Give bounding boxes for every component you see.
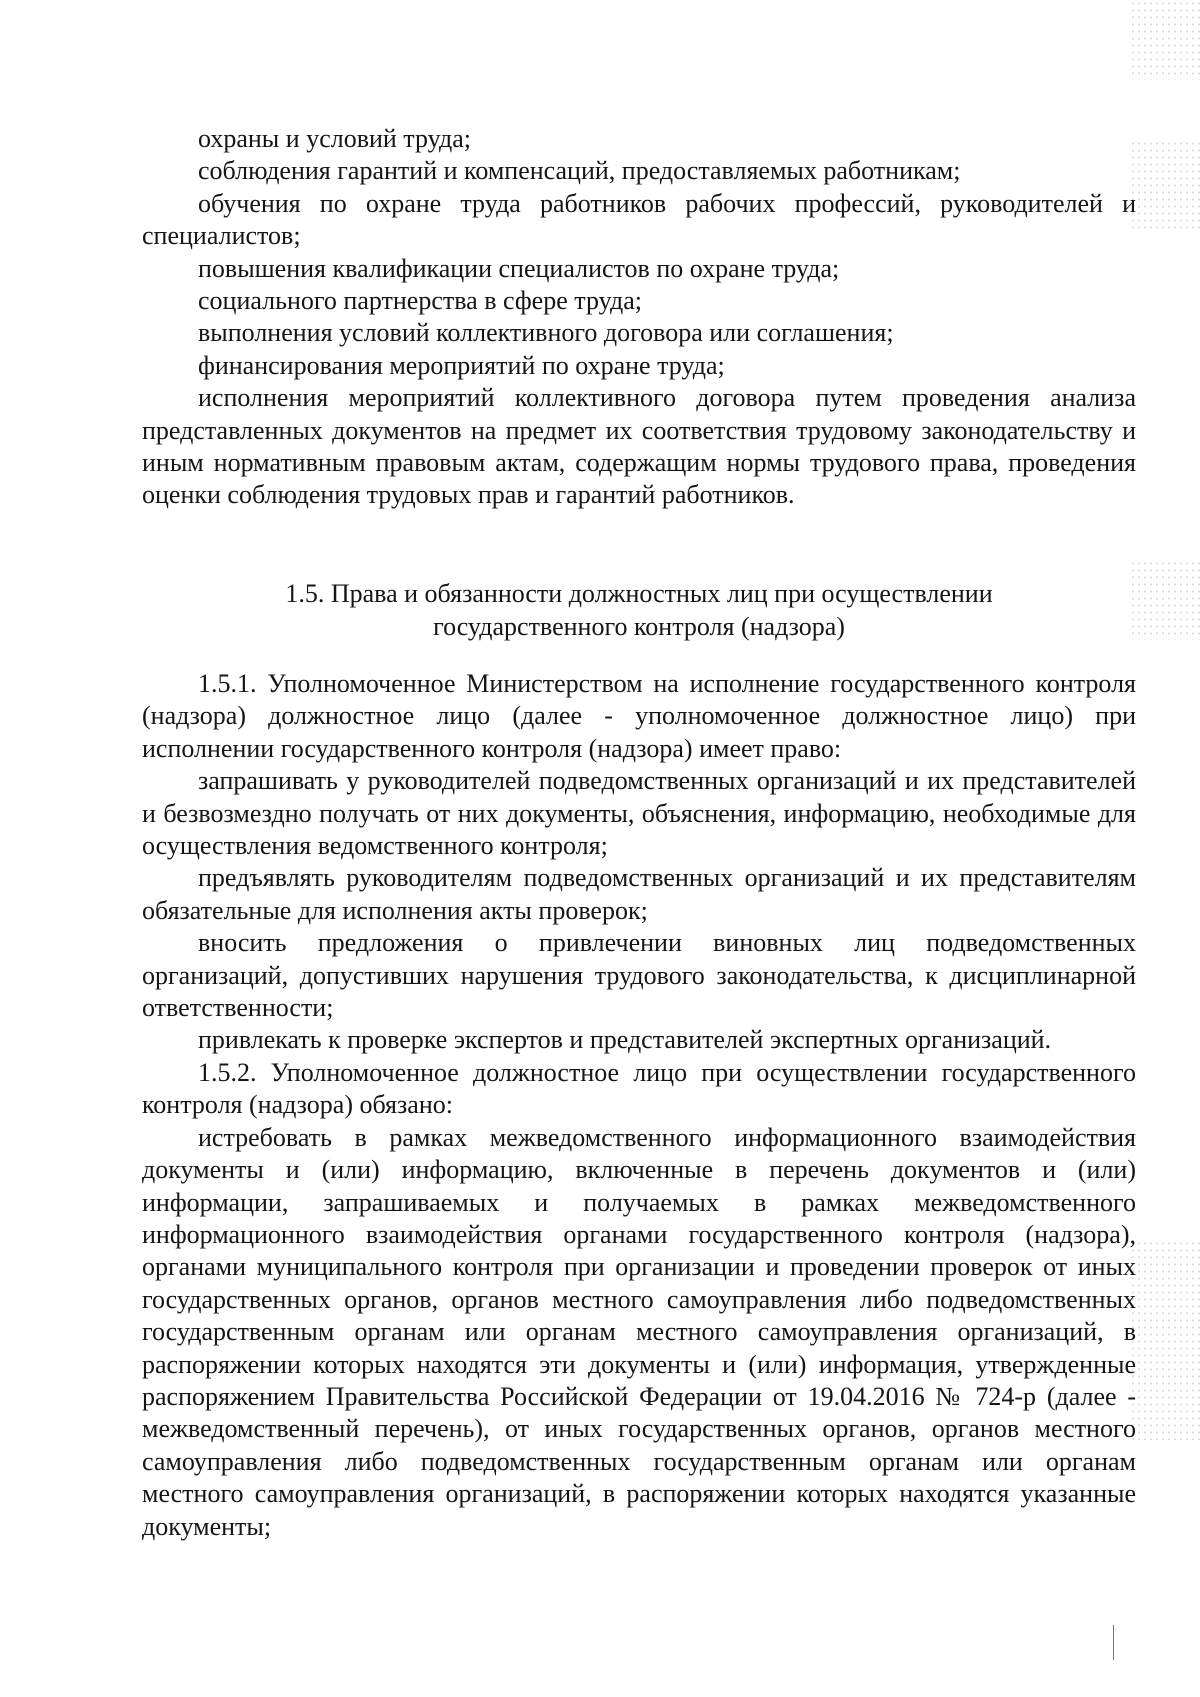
paragraph: выполнения условий коллективного договора или соглашения; — [198, 318, 894, 348]
section-heading-line: государственного контроля (надзора) — [433, 612, 845, 641]
paragraph: истребовать в рамках межведомственного информационного взаимодействия документы и (или) информацию, включенные в перечень документов и (или) информации, запрашиваемых и получаемых в рамках межведомственного информационного взаимодействия органами государственного контроля (надзора), органами муниципального контроля при организации и проведении проверок от иных государственных органов, органов местного самоуправления либо подведомственных государственным органам или органам местного самоуправления организаций, в распоряжении которых находятся эти документы и (или) информация, утвержденные распоряжением Правительства Российской Федерации от 19.04.2016 № 724-р (далее - межведомственный перечень), от иных государственных органов, органов местного самоуправления либо подведомственных государственным органам или органам местного самоуправления организаций, в распоряжении которых находятся указанные документы; — [142, 1122, 1136, 1541]
paragraph: охраны и условий труда; — [198, 124, 471, 153]
paragraph: запрашивать у руководителей подведомственных организаций и их представителей и безвозмездно получать от них документы, объяснения, информацию, необходимые для осуществления ведомственного контроля; — [142, 766, 1136, 861]
paragraph: 1.5.2. Уполномоченное должностное лицо при осуществлении государственного контроля (надзора) обязано: — [142, 1057, 1136, 1120]
paragraph: 1.5.1. Уполномоченное Министерством на исполнение государственного контроля (надзора) должностное лицо (далее - уполномоченное должностное лицо) при исполнении государственного контроля (надзора) имеет право: — [142, 669, 1136, 763]
paragraph: финансирования мероприятий по охране труда; — [198, 350, 725, 380]
paragraph: обучения по охране труда работников рабочих профессий, руководителей и специалистов; — [142, 188, 1136, 251]
paragraph: исполнения мероприятий коллективного договора путем проведения анализа представленных документов на предмет их соответствия трудовому законодательству и иным нормативным правовым актам, содержащим нормы трудового права, проведения оценки соблюдения трудовых прав и гарантий работников. — [142, 383, 1136, 510]
paragraph: социального партнерства в сфере труда; — [198, 286, 642, 316]
section-heading-line: 1.5. Права и обязанности должностных лиц при осуществлении — [285, 579, 993, 608]
body-text-bottom — [142, 668, 1136, 1543]
section-heading — [142, 577, 1136, 643]
paragraph: привлекать к проверке экспертов и представителей экспертных организаций. — [198, 1025, 1052, 1055]
scan-noise-top — [1130, 0, 1200, 80]
paragraph: предъявлять руководителям подведомственных организаций и их представителям обязательные для исполнения акты проверок; — [142, 863, 1136, 925]
paragraph: повышения квалификации специалистов по охране труда; — [198, 253, 840, 283]
paragraph: вносить предложения о привлечении виновных лиц подведомственных организаций, допустивших нарушения трудового законодательства, к дисциплинарной ответственности; — [142, 928, 1136, 1023]
scan-noise-bottom — [1130, 1240, 1200, 1440]
scan-mark — [1113, 1625, 1114, 1660]
scan-noise-mid — [1130, 140, 1200, 230]
body-text-top — [142, 123, 1136, 512]
paragraph: соблюдения гарантий и компенсаций, предоставляемых работникам; — [198, 156, 961, 186]
scan-noise-right — [1130, 560, 1200, 640]
